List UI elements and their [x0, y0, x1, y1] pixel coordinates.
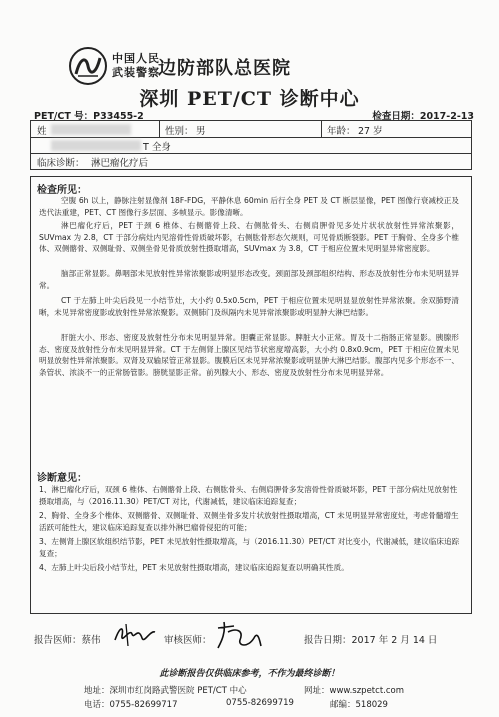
diagnosis-item: 1、淋巴瘤化疗后，双颈 6 椎体、右侧髂骨上段、右侧肱骨头、右侧肩胛骨多发溶骨性骨质破坏影，PET 于部分病灶见放射性摄取增高，与（2016.11.30）PET/CT 对比，代谢减低，建议临床追踪复查； — [39, 485, 458, 506]
age-value: 27 岁 — [358, 126, 383, 137]
address-label: 地址： — [84, 686, 110, 696]
reporter-label: 报告医师： — [34, 635, 82, 646]
reporter-name: 蔡伟 — [81, 635, 101, 646]
redacted-name — [51, 124, 131, 135]
clinical-dx-value: 淋巴瘤化疗后 — [91, 158, 149, 169]
diagnosis-item: 2、胸骨、全身多个椎体、双侧髂骨、双侧耻骨、双侧坐骨多发片状放射性摄取增高，CT 未见明显异常密度灶，考虑骨髓增生活跃可能性大，建议临床追踪复查以排外淋巴瘤骨侵犯的可能； — [39, 511, 459, 532]
reviewer-label: 审核医师： — [164, 635, 212, 646]
phone-2: 0755-82699719 — [226, 698, 294, 708]
diagnosis-item: 4、左肺上叶尖后段小结节灶，PET 未见放射性摄取增高，建议临床追踪复查以明确其性质。 — [39, 563, 349, 572]
report-date-label: 报告日期： — [304, 635, 352, 646]
clinical-dx-label: 临床诊断： — [37, 158, 85, 169]
hospital-name: 边防部队总医院 — [158, 58, 291, 79]
exam-date: 2017-2-13 — [419, 111, 474, 122]
age-label: 年龄： — [327, 126, 356, 137]
postcode-group — [330, 698, 388, 710]
patient-info-table — [30, 120, 472, 170]
hospital-logo-icon — [68, 46, 108, 86]
pet-ct-no: P33455-2 — [93, 111, 144, 122]
website-value: www.szpetct.com — [329, 686, 405, 696]
diagnosis-item: 3、左侧肾上腺区软组织结节影，PET 未见放射性摄取增高，与（2016.11.30）PET/CT 对比变小，代谢减低，建议临床追踪复查； — [39, 537, 460, 558]
org-line-1: 中国人民 — [112, 52, 160, 65]
findings-paragraph: 淋巴瘤化疗后，PET 于颈 6 椎体、右侧髂骨上段、右侧肱骨头、右侧肩胛骨见多处片状状放射性异常浓聚影，SUVmax 为 2.8，CT 于部分病灶内见溶骨性骨质破坏影，右侧肱骨形态欠规则，可见骨质断裂影。PET 于胸骨、全身多个椎体、双侧髂骨、双侧耻骨、双侧坐骨见骨质放射性摄取增高，SUVmax 为 3.8，CT 于相应位置未见明显异常密度影。 — [39, 221, 459, 253]
exam-item-suffix: T 全身 — [143, 142, 171, 153]
website-label: 网址： — [304, 686, 330, 696]
phone-label: 电话： — [84, 700, 110, 710]
report-date-group — [304, 632, 437, 646]
findings-paragraph: 空腹 6h 以上，静脉注射显像剂 18F-FDG，平静休息 60min 后行全身 PET 及 CT 断层显像，PET 图像行衰减校正及迭代法重建，PET、CT 图像行多层面、多帧显示。影像清晰。 — [39, 196, 459, 217]
reporter-signature-icon — [112, 622, 158, 648]
findings-paragraph: CT 于左肺上叶尖后段见一小结节灶，大小约 0.5x0.5cm，PET 于相应位置未见明显显放射性异常浓聚。余双肺野清晰，未见异常密度影或放射性异常浓聚影。双侧肺门及纵隔内未见异常浓聚影或明显肿大淋巴结影。 — [39, 296, 459, 317]
postcode-label: 邮编： — [330, 700, 356, 710]
report-date: 2017 年 2 月 14 日 — [351, 635, 438, 646]
reviewer-signature-icon — [214, 620, 264, 650]
redacted-exam-item — [51, 140, 141, 151]
findings-title: 检查所见： — [37, 185, 87, 196]
phone-1: 0755-82699717 — [109, 700, 178, 710]
findings-paragraph: 脑部正常显影。鼻咽部未见放射性异常浓聚影或明显形态改变。颈面部及颈部组织结构、形态及放射性分布未见明显异常。 — [39, 269, 459, 290]
website-group — [304, 684, 404, 696]
gender-value: 男 — [196, 126, 206, 137]
reporter-group — [34, 632, 101, 646]
findings-section — [30, 176, 472, 614]
diagnosis-title: 诊断意见： — [37, 473, 87, 484]
exam-date-label: 检查日期： — [372, 111, 420, 122]
name-label: 姓 — [37, 126, 47, 137]
address-value: 深圳市红岗路武警医院 PET/CT 中心 — [109, 686, 247, 696]
disclaimer: 此诊断报告仅供临床参考，不作为最终诊断！ — [159, 669, 340, 679]
findings-paragraph: 肝脏大小、形态、密度及放射性分布未见明显异常。胆囊正常显影。脾脏大小正常。胃及十二指肠正常显影。胰腺形态、密度及放射性分布未见明显异常。CT 于左侧肾上腺区见结节状密度增高影，大小约 0.8x0.9cm，PET 于相应位置未见明显放射性异常浓聚影。双肾及双输尿管正常显影。腹膜后区未见异常浓聚影或明显肿大淋巴结影。腹部内见多个形态不一、条管状、浓淡不一的正常肠管影。膀胱显影正常。前列腺大小、形态、密度及放射性分布未见明显异常。 — [39, 333, 459, 377]
org-line-2: 武装警察 — [112, 66, 160, 79]
center-title: 深圳 PET/CT 诊断中心 — [139, 88, 360, 110]
pet-ct-no-label: PET/CT 号： — [34, 111, 94, 122]
phone-group — [84, 698, 177, 710]
postcode-value: 518029 — [355, 700, 388, 710]
address-group — [84, 684, 247, 696]
gender-label: 性别： — [165, 126, 194, 137]
